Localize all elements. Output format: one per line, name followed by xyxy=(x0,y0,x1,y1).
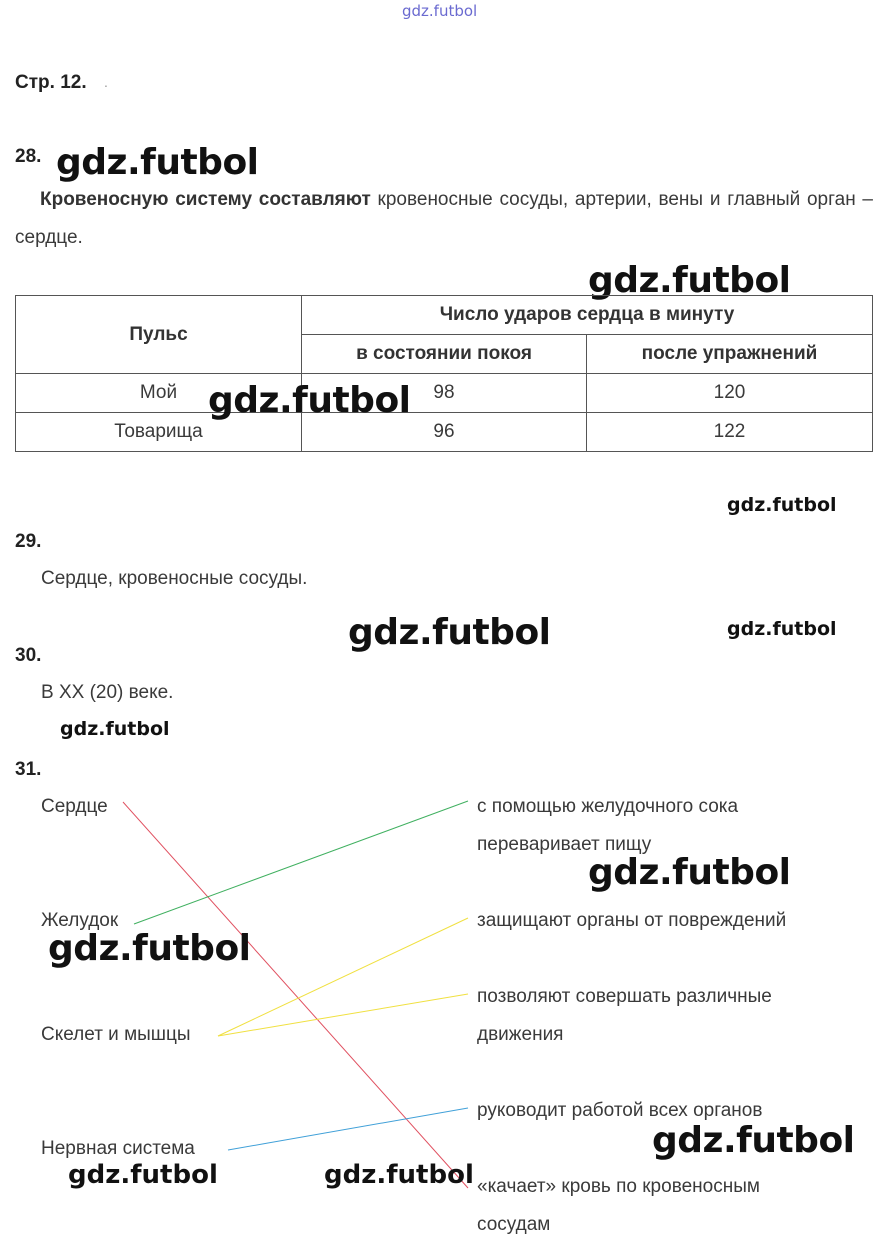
header-pulse: Пульс xyxy=(16,296,302,374)
watermark: gdz.futbol xyxy=(727,494,837,516)
answer-bold-lead: Кровеносную систему составляют xyxy=(40,189,371,210)
organ-nervous-system: Нервная система xyxy=(41,1138,195,1159)
line-heart xyxy=(123,802,468,1188)
header-heart-rate: Число ударов сердца в минуту xyxy=(302,296,873,335)
watermark: gdz.futbol xyxy=(727,618,837,640)
question-31-number: 31. xyxy=(15,759,42,780)
question-29-answer: Сердце, кровеносные сосуды. xyxy=(41,568,308,589)
function-digest-line2: переваривает пищу xyxy=(477,834,652,855)
function-movement-line1: позволяют совершать различные xyxy=(477,986,772,1007)
line-nervous xyxy=(228,1108,468,1150)
row-rest: 98 xyxy=(302,374,587,413)
header-at-rest: в состоянии покоя xyxy=(302,335,587,374)
function-movement-line2: движения xyxy=(477,1024,564,1045)
watermark: gdz.futbol xyxy=(348,612,551,653)
organ-stomach: Желудок xyxy=(41,910,119,931)
header-after-exercise: после упражнений xyxy=(587,335,873,374)
watermark: gdz.futbol xyxy=(208,380,411,421)
organ-skeleton-muscles: Скелет и мышцы xyxy=(41,1024,191,1045)
watermark: gdz.futbol xyxy=(588,852,791,893)
page-reference: Стр. 12. xyxy=(15,72,87,93)
watermark: gdz.futbol xyxy=(324,1160,474,1190)
watermark-top: gdz.futbol xyxy=(402,2,478,20)
function-pump-line2: сосудам xyxy=(477,1214,551,1235)
question-28-number: 28. xyxy=(15,146,42,167)
watermark: gdz.futbol xyxy=(56,142,259,183)
function-pump-line1: «качает» кровь по кровеносным xyxy=(477,1176,760,1197)
row-exercise: 120 xyxy=(587,374,873,413)
question-29-number: 29. xyxy=(15,531,42,552)
row-rest: 96 xyxy=(302,413,587,452)
page-reference-mark: . xyxy=(104,74,108,90)
line-stomach xyxy=(134,801,468,924)
function-digest-line1: с помощью желудочного сока xyxy=(477,796,739,817)
question-30-number: 30. xyxy=(15,645,42,666)
row-exercise: 122 xyxy=(587,413,873,452)
function-protect: защищают органы от повреждений xyxy=(477,910,787,931)
function-control: руководит работой всех органов xyxy=(477,1100,763,1121)
line-skeleton-1 xyxy=(218,918,468,1036)
organ-heart: Сердце xyxy=(41,796,108,817)
row-label: Товарища xyxy=(16,413,302,452)
watermark: gdz.futbol xyxy=(60,718,170,740)
watermark: gdz.futbol xyxy=(652,1120,855,1161)
line-skeleton-2 xyxy=(218,994,468,1036)
watermark: gdz.futbol xyxy=(48,928,251,969)
watermark: gdz.futbol xyxy=(588,260,791,301)
answer-rest: кровеносные сосуды, артерии, вены и главный орган – сердце. xyxy=(15,189,874,248)
question-30-answer: В XX (20) веке. xyxy=(41,682,174,703)
row-label: Мой xyxy=(16,374,302,413)
watermark: gdz.futbol xyxy=(68,1160,218,1190)
